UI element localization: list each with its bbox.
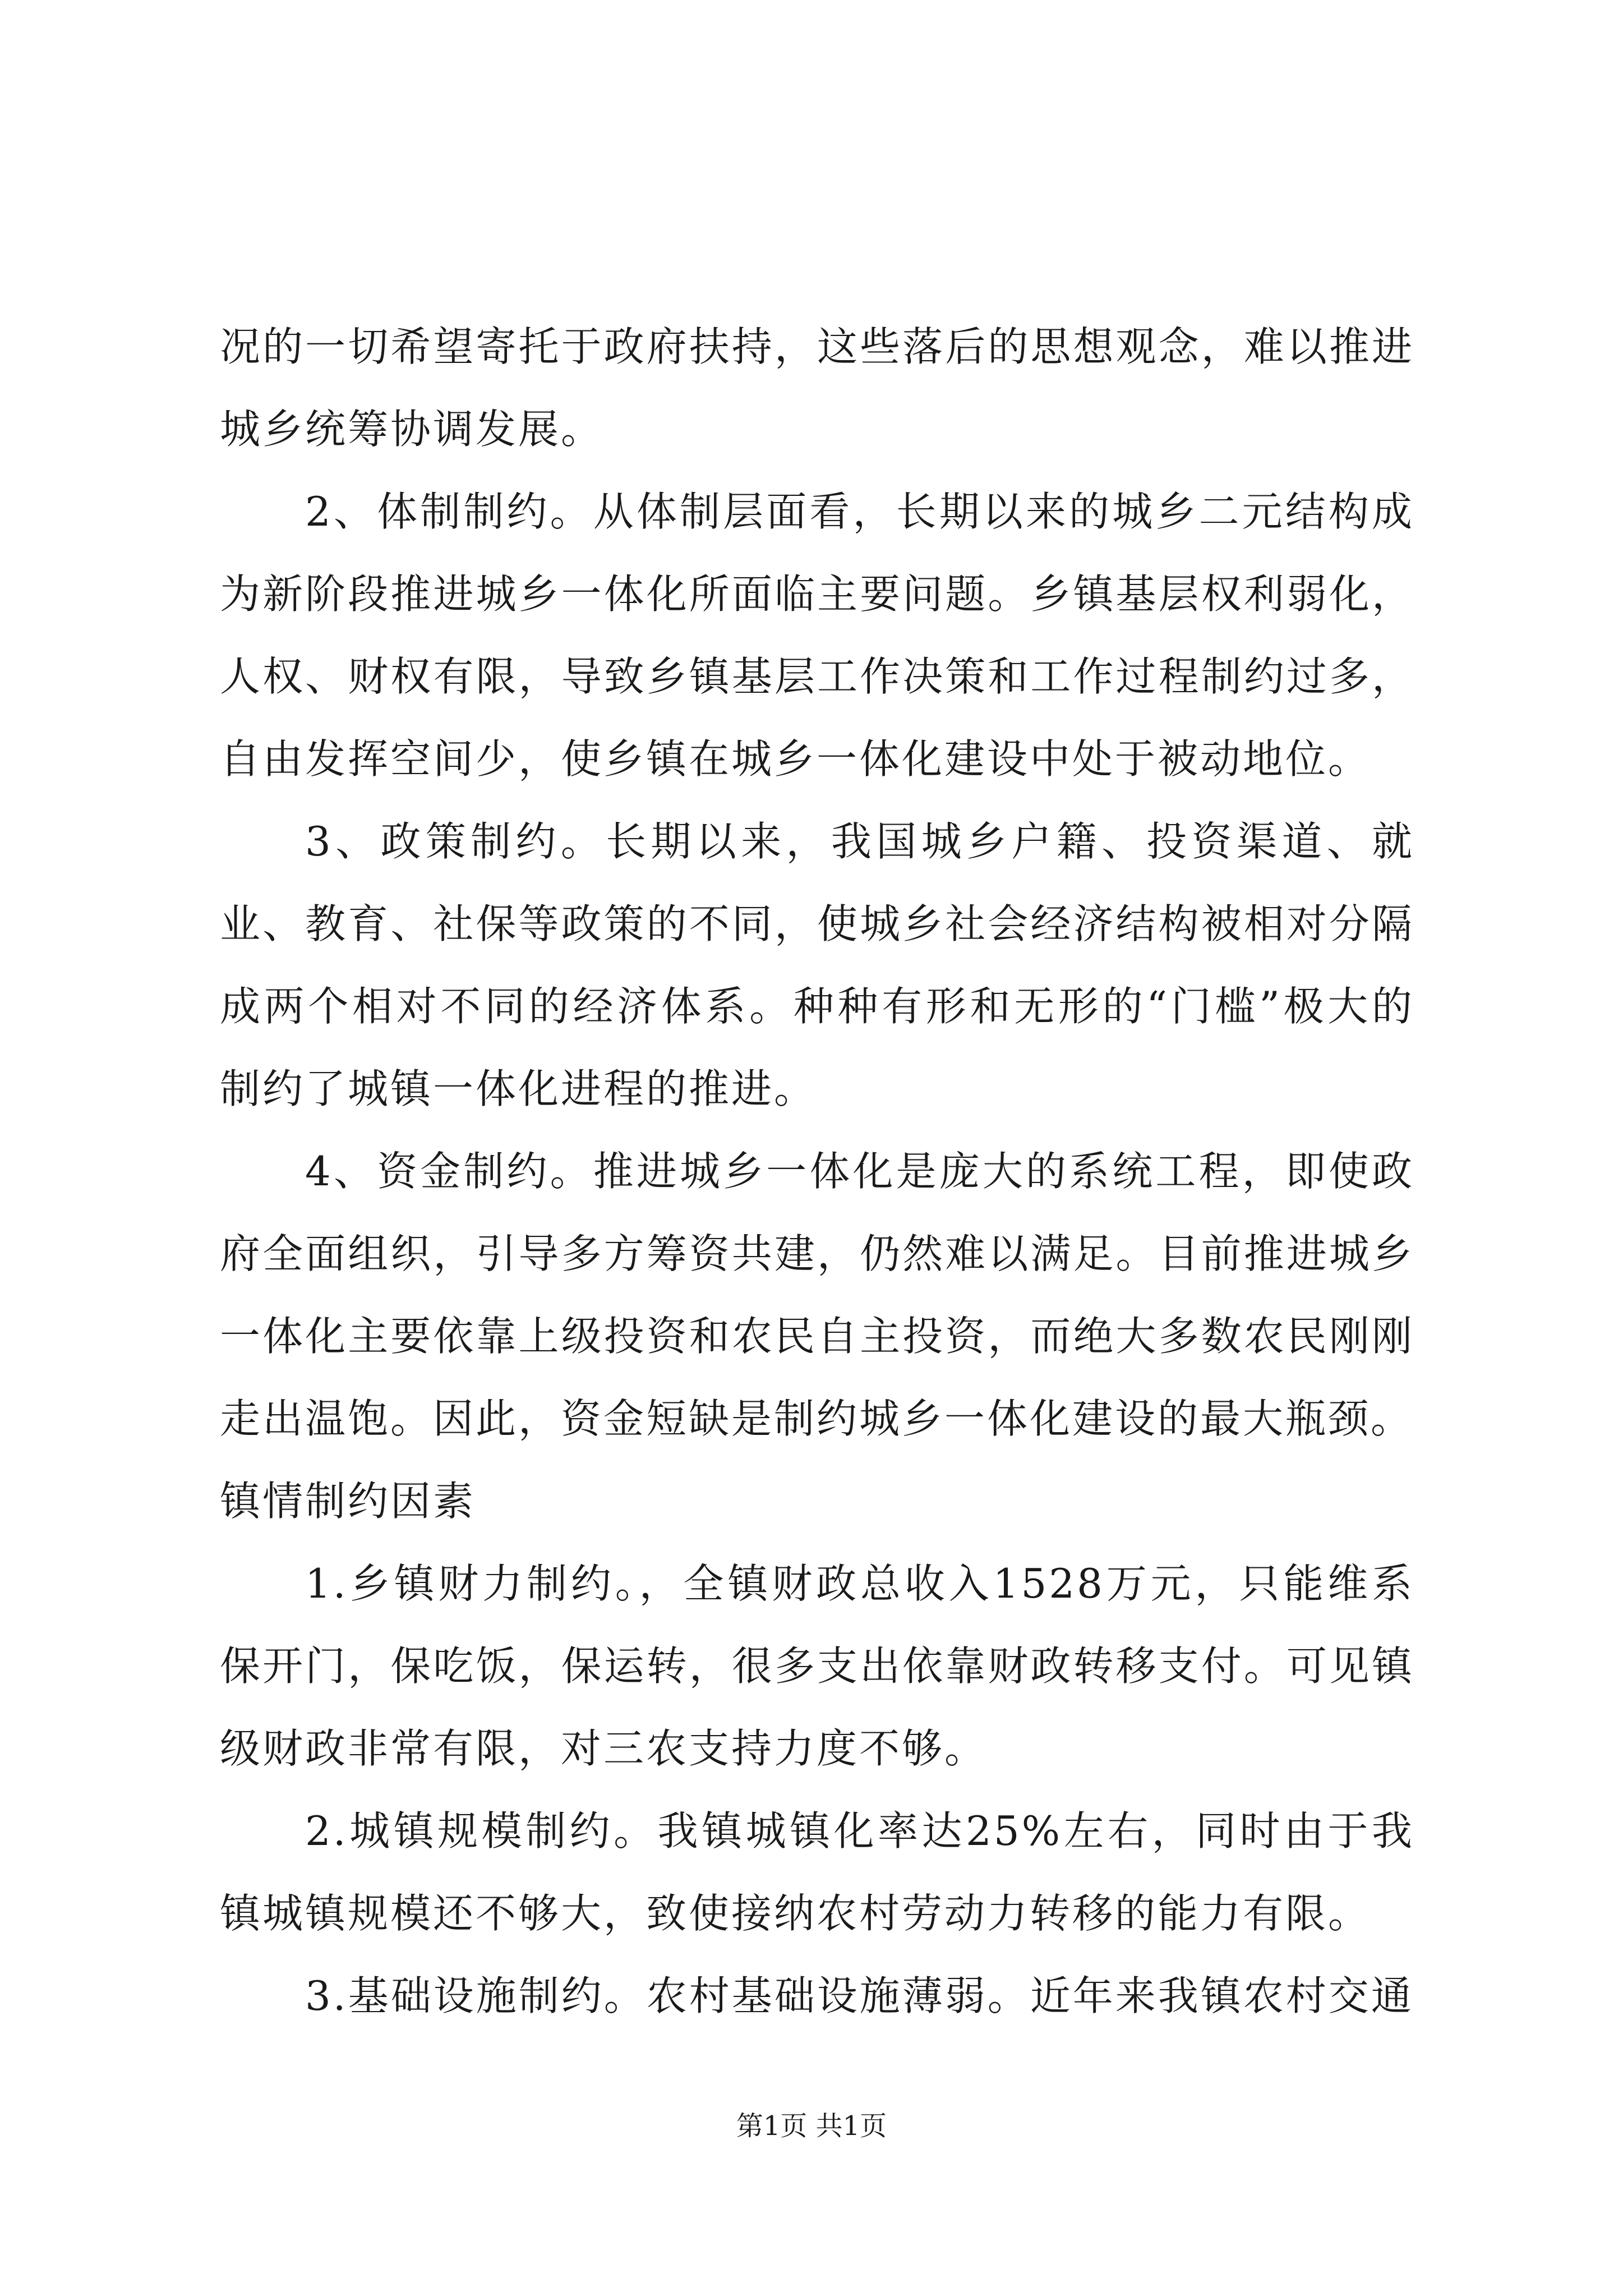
paragraph-3: 3、政策制约。长期以来，我国城乡户籍、投资渠道、就业、教育、社保等政策的不同，使城乡社会经济结构被相对分隔成两个相对不同的经济体系。种种有形和无形的“门槛”极大的制约了城镇一体化进程的推进。 <box>220 818 1414 1112</box>
document-body <box>220 306 1414 2037</box>
paragraph-6: 2.城镇规模制约。我镇城镇化率达25%左右，同时由于我镇城镇规模还不够大，致使接纳农村劳动力转移的能力有限。 <box>220 1807 1414 1937</box>
paragraph-2: 2、体制制约。从体制层面看，长期以来的城乡二元结构成为新阶段推进城乡一体化所面临主要问题。乡镇基层权利弱化，人权、财权有限，导致乡镇基层工作决策和工作过程制约过多，自由发挥空间少，使乡镇在城乡一体化建设中处于被动地位。 <box>220 488 1414 783</box>
paragraph-1: 况的一切希望寄托于政府扶持，这些落后的思想观念，难以推进城乡统筹协调发展。 <box>220 323 1414 453</box>
page-footer: 第1页 共1页 <box>736 2110 887 2142</box>
paragraph-5: 1.乡镇财力制约。，全镇财政总收入1528万元，只能维系保开门，保吃饭，保运转，很多支出依靠财政转移支付。可见镇级财政非常有限，对三农支持力度不够。 <box>220 1560 1414 1772</box>
paragraph-7: 3.基础设施制约。农村基础设施薄弱。近年来我镇农村交通 <box>305 1972 1414 2019</box>
paragraph-4: 4、资金制约。推进城乡一体化是庞大的系统工程，即使政府全面组织，引导多方筹资共建，仍然难以满足。目前推进城乡一体化主要依靠上级投资和农民自主投资，而绝大多数农民刚刚走出温饱。因此，资金短缺是制约城乡一体化建设的最大瓶颈。 <box>220 1148 1414 1442</box>
section-heading: 镇情制约因素 <box>220 1478 476 1525</box>
